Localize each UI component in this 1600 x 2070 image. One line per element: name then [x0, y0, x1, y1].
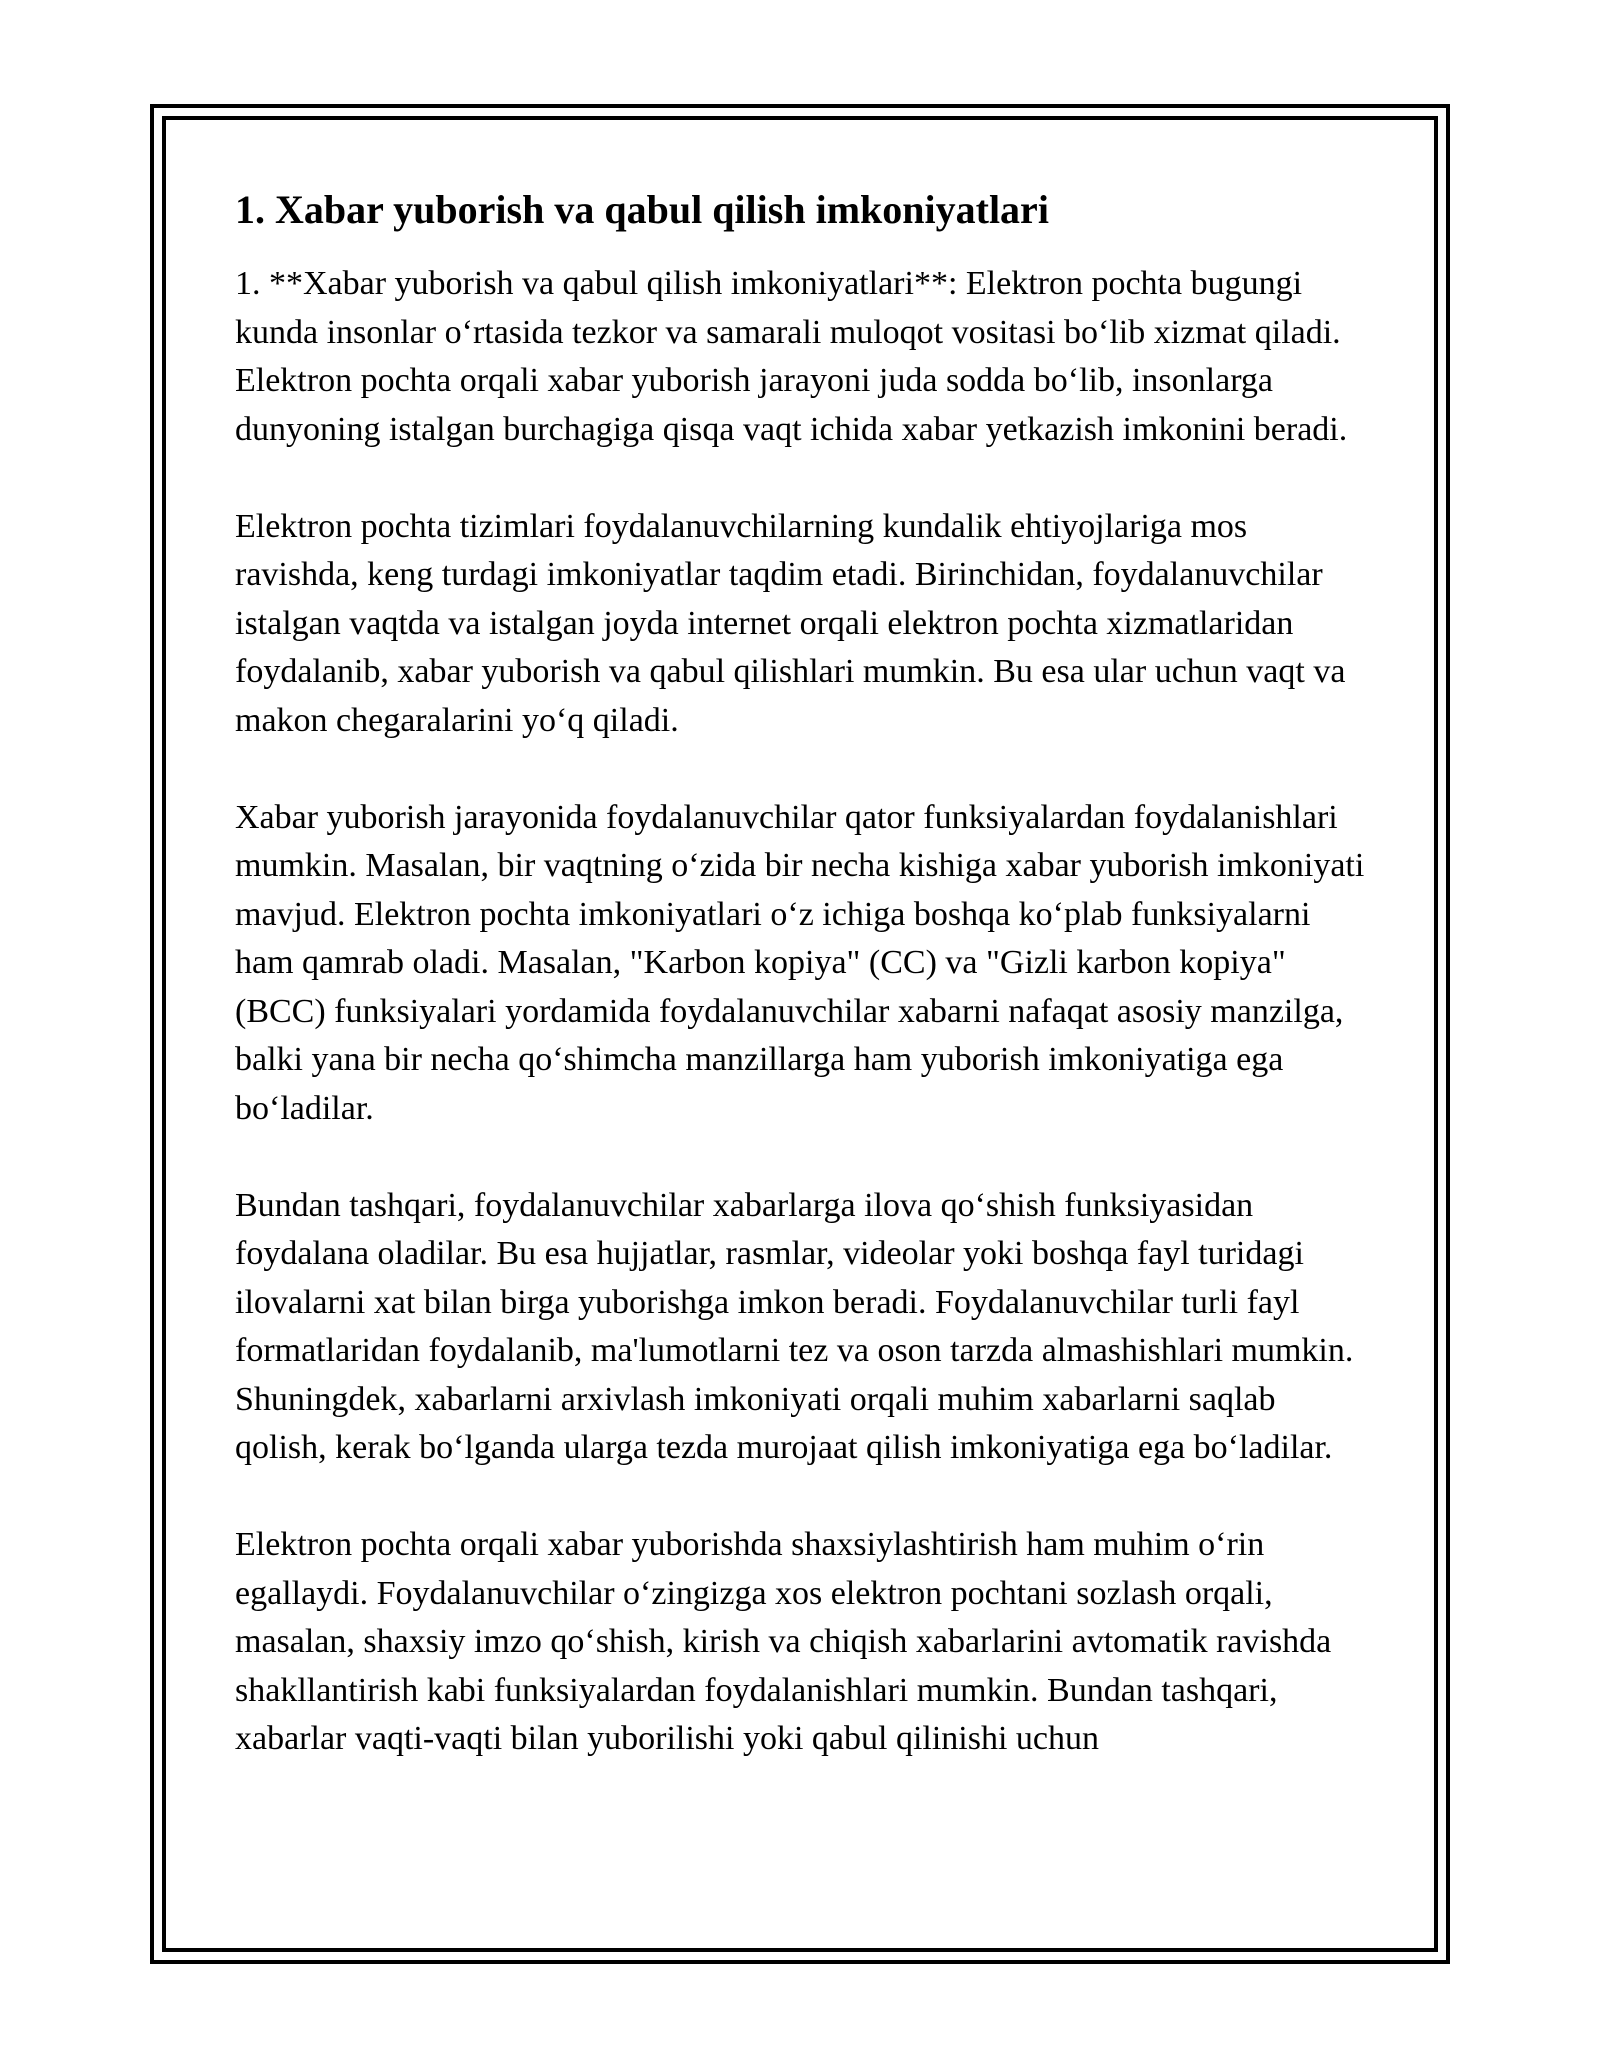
paragraph: 1. **Xabar yuborish va qabul qilish imkoniyatlari**: Elektron pochta bugungi kunda insonlar o‘rtasida tezkor va samarali muloqot vositasi bo‘lib xizmat qiladi. Elektron pochta orqali xabar yuborish jarayoni juda sodda bo‘lib, insonlarga dunyoning istalgan burchagiga qisqa vaqt ichida xabar yetkazish imkonini beradi.: [235, 265, 1348, 448]
paragraph: Elektron pochta orqali xabar yuborishda shaxsiylashtirish ham muhim o‘rin egallaydi. Foydalanuvchilar o‘zingizga xos elektron pochtani sozlash orqali, masalan, shaxsiy imzo qo‘shish, kirish va chiqish xabarlarini avtomatik ravishda shakllantirish kabi funksiyalardan foydalanishlari mumkin. Bundan tashqari, xabarlar vaqti-vaqti bilan yuborilishi yoki qabul qilinishi uchun: [235, 1526, 1332, 1757]
paragraph: Elektron pochta tizimlari foydalanuvchilarning kundalik ehtiyojlariga mos ravishda, keng turdagi imkoniyatlar taqdim etadi. Birinchidan, foydalanuvchilar istalgan vaqtda va istalgan joyda internet orqali elektron pochta xizmatlaridan foydalanib, xabar yuborish va qabul qilishlari mumkin. Bu esa ular uchun vaqt va makon chegaralarini yo‘q qiladi.: [235, 507, 1346, 739]
paragraph: Bundan tashqari, foydalanuvchilar xabarlarga ilova qo‘shish funksiyasidan foydalana oladilar. Bu esa hujjatlar, rasmlar, videolar yoki boshqa fayl turidagi ilovalarni xat bilan birga yuborishga imkon beradi. Foydalanuvchilar turli fayl formatlaridan foydalanib, ma'lumotlarni tez va oson tarzda almashishlari mumkin. Shuningdek, xabarlarni arxivlash imkoniyati orqali muhim xabarlarni saqlab qolish, kerak bo‘lganda ularga tezda murojaat qilish imkoniyatiga ega bo‘ladilar.: [235, 1186, 1354, 1466]
paragraph: Xabar yuborish jarayonida foydalanuvchilar qator funksiyalardan foydalanishlari mumkin. Masalan, bir vaqtning o‘zida bir necha kishiga xabar yuborish imkoniyati mavjud. Elektron pochta imkoniyatlari o‘z ichiga boshqa ko‘plab funksiyalarni ham qamrab oladi. Masalan, "Karbon kopiya" (CC) va "Gizli karbon kopiya" (BCC) funksiyalari yordamida foydalanuvchilar xabarni nafaqat asosiy manzilga, balki yana bir necha qo‘shimcha manzillarga ham yuborish imkoniyatiga ega bo‘ladilar.: [235, 798, 1365, 1127]
section-heading: 1. Xabar yuborish va qabul qilish imkoniyatlari: [235, 187, 1049, 232]
document-body: [235, 186, 1375, 1812]
